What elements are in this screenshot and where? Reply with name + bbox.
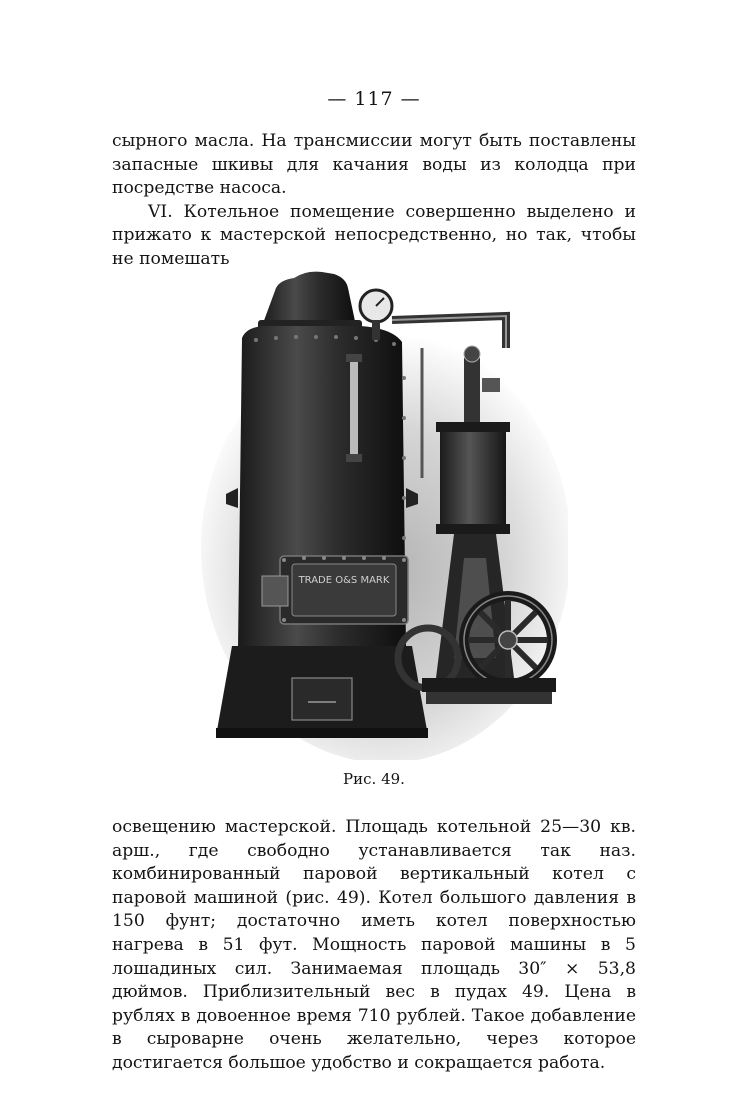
bottom-text-block [112,816,636,1076]
door-marking: TRADE O&S MARK [298,575,390,586]
top-text-block [112,130,636,272]
paragraph: освещению мастерской. Площадь котельной 25—30 кв. арш., где свободно устанавливается так наз. комбинированный паровой вертикальный котел с паровой машиной (рис. 49). Котел большого давления в 150 фунт; достаточно иметь котел поверхностью нагрева в 51 фут. Мощность паровой машины в 5 лошадиных сил. Занимаемая площадь 30″ × 53,8 дюймов. Приблизительный вес в пудах 49. Цена в рублях в довоенное время 710 рублей. Такое добавление в сыроварне очень желательно, через которое достигается большое удобство и сокращается работа. [112,817,636,1073]
page-number: — 117 — [327,88,421,110]
steam-boiler-illustration [196,258,568,760]
paragraph: VI. Котельное помещение совершенно выделено и прижато к мастерской непосредственно, но так, чтобы не помешать [112,201,636,269]
figure-caption: Рис. 49. [343,770,405,788]
paragraph: сырного масла. На трансмиссии могут быть поставлены запасные шкивы для качания воды из колодца при посредстве насоса. [112,131,636,199]
